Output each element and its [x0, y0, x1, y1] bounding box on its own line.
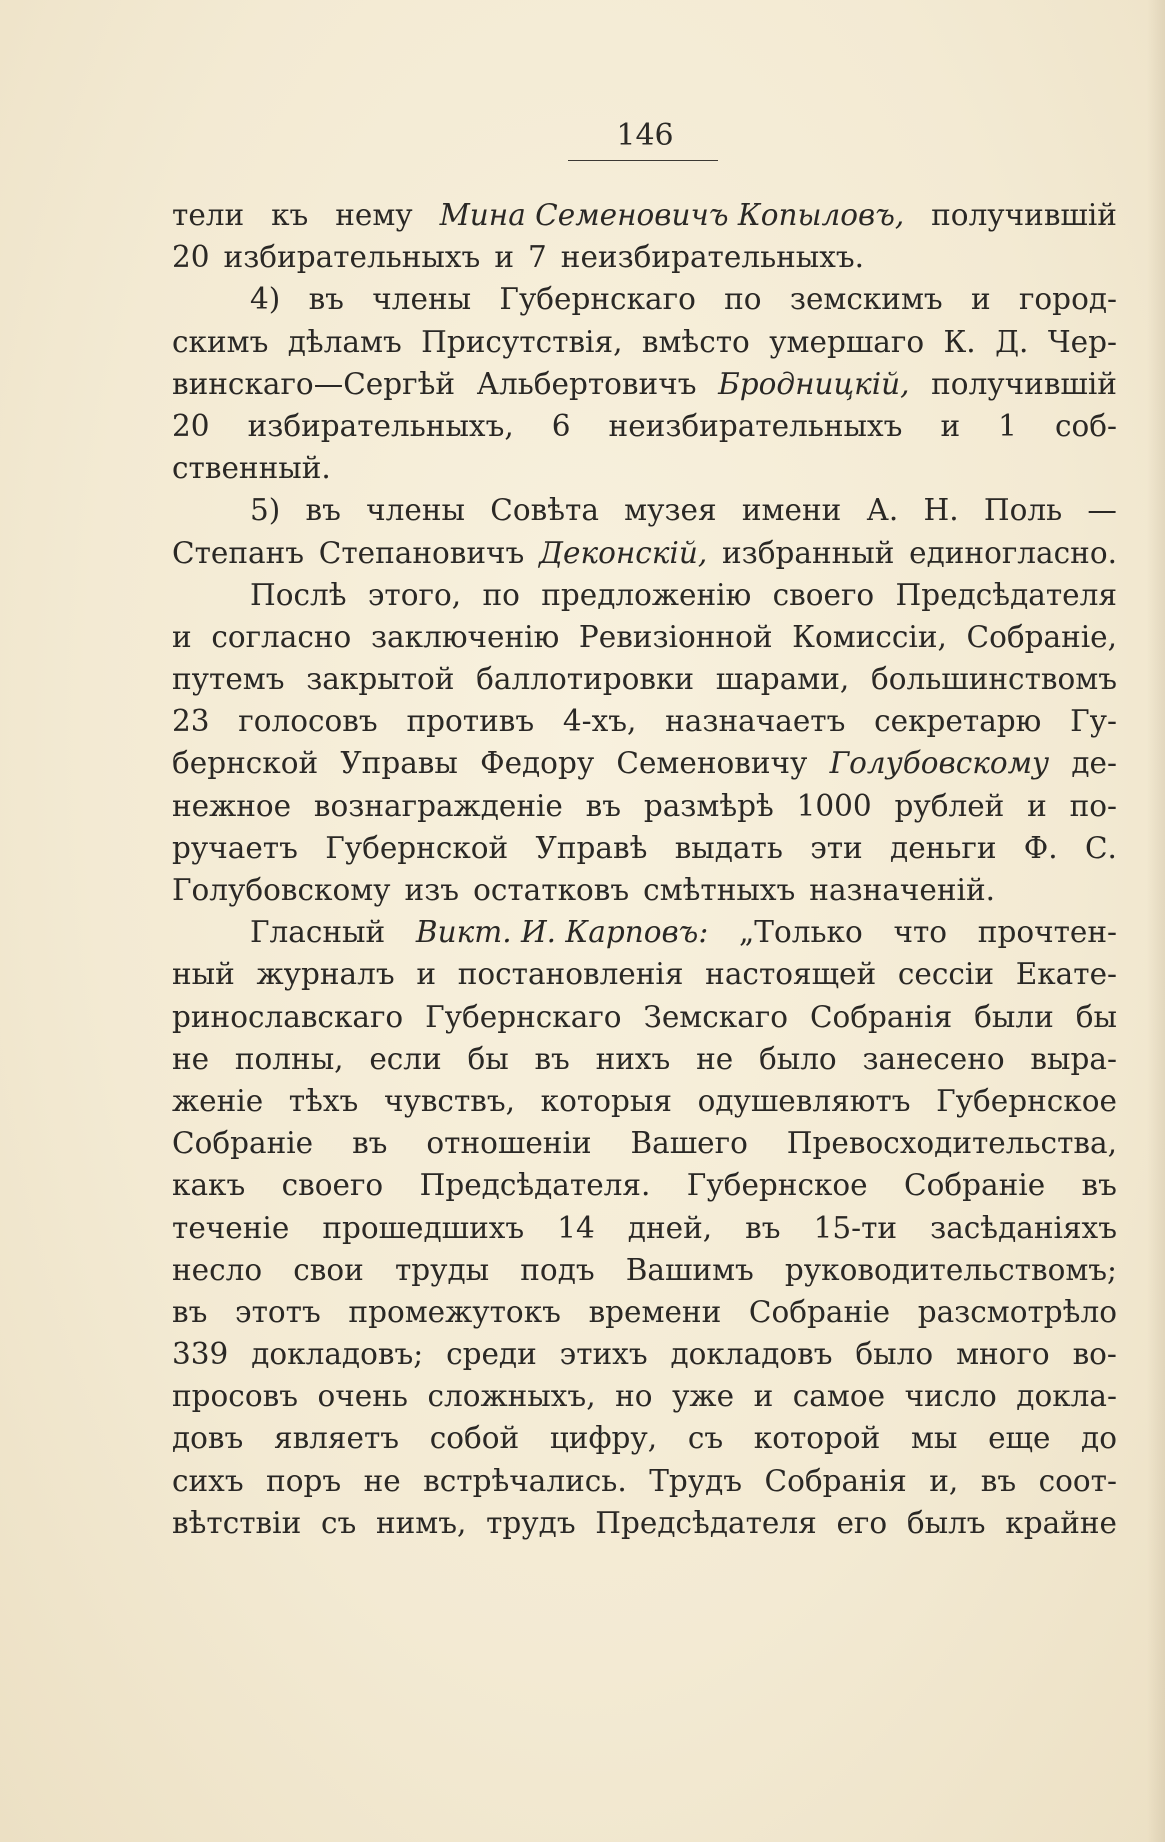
- word: собой: [429, 1421, 520, 1456]
- word: свои: [293, 1252, 364, 1287]
- word: избирательныхъ,: [247, 408, 514, 443]
- word: имени: [741, 493, 842, 528]
- word: назначеній.: [809, 873, 995, 907]
- word: еще: [988, 1421, 1051, 1456]
- text-line: [172, 236, 1117, 278]
- word: винскаго—Сергѣй: [172, 366, 456, 401]
- word: выра-: [1030, 1041, 1117, 1076]
- word: и: [172, 619, 192, 654]
- word: противъ: [406, 704, 535, 739]
- word: баллотировки: [476, 662, 695, 697]
- word: и: [1027, 788, 1047, 823]
- word: довъ: [172, 1421, 244, 1456]
- italic-name: Бродницкій,: [718, 366, 910, 401]
- text-line: [172, 1038, 1117, 1080]
- text-line: [172, 1080, 1117, 1122]
- word: встрѣчались.: [423, 1463, 627, 1498]
- word: 20: [172, 240, 210, 275]
- word: Голубовскому: [172, 873, 391, 907]
- word: эти: [810, 830, 863, 865]
- text-line: [172, 1164, 1117, 1206]
- word: не: [363, 1463, 401, 1498]
- word: „Только: [739, 915, 863, 950]
- word: и: [753, 1379, 774, 1414]
- word: Собраніе,: [966, 619, 1117, 654]
- word: цифру,: [549, 1421, 658, 1456]
- italic-name: Мина Семеновичъ Копыловъ,: [439, 198, 905, 232]
- text-line: [172, 321, 1117, 363]
- word: Вашимъ: [625, 1252, 754, 1287]
- word: своего: [281, 1168, 384, 1203]
- word: Губернское: [936, 1083, 1117, 1118]
- body-text: [172, 194, 1117, 1544]
- word: въ: [585, 788, 622, 823]
- text-line: [172, 785, 1117, 827]
- word: рублей: [894, 788, 1005, 823]
- text-line: [172, 869, 1117, 911]
- word: нихъ: [595, 1041, 671, 1076]
- word: С.: [1084, 830, 1117, 865]
- word: смѣтныхъ: [643, 873, 796, 907]
- word: съ: [687, 1421, 724, 1456]
- word: 5): [250, 493, 281, 528]
- word: являетъ: [273, 1421, 400, 1456]
- word: Предсѣдателя: [595, 1505, 817, 1540]
- word: отношеніи: [426, 1126, 592, 1161]
- word: въ: [745, 1210, 781, 1245]
- word: одушевляютъ: [697, 1083, 911, 1118]
- word: ственный.: [172, 451, 331, 486]
- word: вмѣсто: [641, 324, 750, 359]
- word: мы: [910, 1421, 958, 1456]
- text-line: [172, 574, 1117, 616]
- word: Собраніе: [748, 1294, 891, 1329]
- word: вѣтствіи: [172, 1505, 302, 1540]
- word: и: [494, 240, 514, 275]
- word: среди: [446, 1337, 537, 1372]
- word: этотъ: [235, 1294, 321, 1329]
- word: времени: [588, 1294, 722, 1329]
- word: бы: [467, 1041, 509, 1076]
- word: въ: [352, 1126, 388, 1161]
- word: промежутокъ: [348, 1294, 561, 1329]
- word: этого,: [367, 577, 462, 612]
- word: получившій: [931, 366, 1117, 401]
- text-line: [172, 405, 1117, 447]
- word: получившій: [931, 198, 1117, 232]
- word: но: [615, 1379, 653, 1414]
- word: вознагражденіе: [313, 788, 563, 823]
- word: Гласный: [250, 915, 386, 950]
- page-number-rule: [568, 160, 718, 161]
- word: сложныхъ,: [427, 1379, 596, 1414]
- word: въ: [1081, 1168, 1117, 1203]
- word: было: [855, 1337, 934, 1372]
- text-line: [172, 1122, 1117, 1164]
- word: ринославскаго: [172, 999, 404, 1034]
- word: Степановичъ: [318, 535, 525, 570]
- word: Семеновичу: [616, 746, 808, 781]
- word: подъ: [520, 1252, 595, 1287]
- word: город-: [1018, 282, 1117, 317]
- word: и: [416, 957, 436, 992]
- word: бы: [1075, 999, 1117, 1034]
- word: если: [369, 1041, 442, 1076]
- word: прошедшихъ: [322, 1210, 525, 1245]
- word: Вашего: [630, 1126, 748, 1161]
- word: тѣхъ: [288, 1083, 359, 1118]
- word: съ: [320, 1505, 357, 1540]
- word: разсмотрѣло: [917, 1294, 1117, 1329]
- word: Собранія: [809, 999, 953, 1034]
- text-line: [172, 700, 1117, 742]
- word: постановленія: [457, 957, 684, 992]
- word: сихъ: [172, 1463, 244, 1498]
- word: и: [971, 282, 991, 317]
- word: много: [956, 1337, 1050, 1372]
- word: избирательныхъ: [223, 240, 481, 275]
- page-edge-shadow: [1147, 0, 1165, 1842]
- word: 1000: [796, 788, 872, 823]
- word: остатковъ: [473, 873, 630, 907]
- word: Управы: [340, 746, 458, 781]
- text-line: [172, 489, 1117, 531]
- word: Трудъ: [649, 1463, 743, 1498]
- word: прочтен-: [977, 915, 1117, 950]
- word: соб-: [1054, 408, 1117, 443]
- word: члены: [366, 493, 466, 528]
- word: просовъ: [172, 1379, 298, 1414]
- word: закрытой: [306, 662, 455, 697]
- word: Н.: [923, 493, 959, 528]
- word: 4): [250, 282, 281, 317]
- word: скимъ: [172, 324, 269, 359]
- word: тели: [172, 198, 245, 232]
- word: предложенію: [541, 577, 752, 612]
- word: по: [724, 282, 762, 317]
- word: Управѣ: [535, 830, 648, 865]
- text-line: [172, 996, 1117, 1038]
- text-line: [172, 1291, 1117, 1333]
- word: неизбирательныхъ.: [560, 240, 865, 275]
- word: докла-: [1016, 1379, 1117, 1414]
- word: Степанъ: [172, 535, 305, 570]
- word: что: [893, 915, 948, 950]
- word: соот-: [1038, 1463, 1117, 1498]
- word: полны,: [234, 1041, 344, 1076]
- text-line: [172, 1249, 1117, 1291]
- word: Собраніе: [172, 1126, 314, 1161]
- word: былъ: [906, 1505, 986, 1540]
- word: большинствомъ: [870, 662, 1117, 697]
- word: Предсѣдателя.: [419, 1168, 651, 1203]
- word: Превосходительства,: [786, 1126, 1117, 1161]
- word: Ф.: [1023, 830, 1058, 865]
- word: путемъ: [172, 662, 285, 697]
- word: 339: [172, 1337, 229, 1372]
- word: засѣданіяхъ: [930, 1210, 1117, 1245]
- word: нимъ,: [375, 1505, 467, 1540]
- word: этихъ: [559, 1337, 648, 1372]
- word: въ: [172, 1294, 208, 1329]
- word: Чер-: [1047, 324, 1117, 359]
- word: въ: [308, 282, 344, 317]
- word: избранный: [721, 535, 895, 570]
- word: Земскаго: [643, 999, 789, 1034]
- word: согласно: [211, 619, 352, 654]
- word: число: [904, 1379, 997, 1414]
- word: голосовъ: [238, 704, 378, 739]
- word: Гу-: [1070, 704, 1117, 739]
- word: уже: [672, 1379, 735, 1414]
- word: въ: [534, 1041, 570, 1076]
- text-line: [172, 616, 1117, 658]
- word: 15-ти: [813, 1210, 898, 1245]
- word: Собранія: [764, 1463, 907, 1498]
- text-line: [172, 1502, 1117, 1544]
- word: бернской: [172, 746, 319, 781]
- word: К.: [943, 324, 976, 359]
- word: Федору: [480, 746, 595, 781]
- word: 7: [528, 240, 547, 275]
- word: Губернскаго: [499, 282, 696, 317]
- word: по: [482, 577, 520, 612]
- text-line: [172, 1375, 1117, 1417]
- word: поръ: [266, 1463, 342, 1498]
- word: которой: [753, 1421, 881, 1456]
- word: по-: [1069, 788, 1117, 823]
- text-line: [172, 1460, 1117, 1502]
- word: 1: [998, 408, 1017, 443]
- word: журналъ: [256, 957, 395, 992]
- text-line: [172, 278, 1117, 320]
- word: 4-хъ,: [562, 704, 637, 739]
- word: выдать: [674, 830, 783, 865]
- italic-name: Деконскій,: [539, 535, 708, 570]
- word: заключенію: [370, 619, 560, 654]
- word: секретарю: [874, 704, 1042, 739]
- word: 14: [557, 1210, 595, 1245]
- word: во-: [1072, 1337, 1117, 1372]
- word: были: [974, 999, 1054, 1034]
- word: какъ: [172, 1168, 246, 1203]
- word: труды: [394, 1252, 490, 1287]
- word: очень: [317, 1379, 408, 1414]
- word: было: [758, 1041, 837, 1076]
- word: чувствъ,: [383, 1083, 516, 1118]
- word: до: [1081, 1421, 1117, 1456]
- word: Предсѣдателя: [895, 577, 1117, 612]
- word: дней,: [627, 1210, 713, 1245]
- text-line: [172, 742, 1117, 784]
- word: трудъ: [486, 1505, 576, 1540]
- word: которыя: [540, 1083, 672, 1118]
- text-line: [172, 1417, 1117, 1459]
- word: въ: [980, 1463, 1017, 1498]
- text-line: [172, 447, 1117, 489]
- word: назначаетъ: [665, 704, 846, 739]
- word: размѣрѣ: [643, 788, 774, 823]
- word: А.: [866, 493, 899, 528]
- word: не: [172, 1041, 210, 1076]
- word: ручаетъ: [172, 830, 298, 865]
- word: въ: [305, 493, 341, 528]
- word: Губернское: [686, 1168, 868, 1203]
- page-number: 146: [616, 118, 674, 153]
- word: 23: [172, 704, 210, 739]
- text-line: [172, 532, 1117, 574]
- word: руководительствомъ;: [784, 1252, 1117, 1287]
- word: Альбертовичъ: [476, 366, 697, 401]
- word: ный: [172, 957, 235, 992]
- text-line: [172, 363, 1117, 405]
- word: своего: [772, 577, 875, 612]
- word: женіе: [172, 1083, 264, 1118]
- word: сессіи: [897, 957, 994, 992]
- word: деньги: [890, 830, 997, 865]
- word: крайне: [1005, 1505, 1117, 1540]
- word: нему: [335, 198, 413, 232]
- word: къ: [271, 198, 309, 232]
- word: Губернскаго: [425, 999, 622, 1034]
- word: 6: [551, 408, 571, 443]
- word: его: [836, 1505, 888, 1540]
- word: 20: [172, 408, 210, 443]
- word: Губернской: [325, 830, 509, 865]
- word: неизбирательныхъ: [608, 408, 903, 443]
- word: де-: [1071, 746, 1117, 781]
- text-line: [172, 827, 1117, 869]
- word: дѣламъ: [287, 324, 402, 359]
- word: Д.: [995, 324, 1029, 359]
- text-line: [172, 911, 1117, 953]
- text-line: [172, 1207, 1117, 1249]
- word: Комиссіи,: [792, 619, 947, 654]
- word: изъ: [404, 873, 460, 907]
- word: Ревизіонной: [578, 619, 773, 654]
- word: Послѣ: [250, 577, 347, 612]
- word: Присутствія,: [421, 324, 623, 359]
- text-line: [172, 194, 1117, 236]
- word: земскимъ: [789, 282, 943, 317]
- word: и: [940, 408, 961, 443]
- word: нежное: [172, 788, 292, 823]
- word: докладовъ;: [251, 1337, 424, 1372]
- word: несло: [172, 1252, 263, 1287]
- word: Екате-: [1015, 957, 1117, 992]
- word: теченіе: [172, 1210, 290, 1245]
- word: занесено: [862, 1041, 1005, 1076]
- word: Поль: [983, 493, 1063, 528]
- word: докладовъ: [670, 1337, 833, 1372]
- word: Совѣта: [490, 493, 599, 528]
- word: члены: [372, 282, 472, 317]
- word: самое: [792, 1379, 886, 1414]
- word: музея: [624, 493, 717, 528]
- word: не: [696, 1041, 734, 1076]
- italic-name: Викт. И. Карповъ:: [415, 915, 709, 950]
- word: умершаго: [769, 324, 925, 359]
- word: и,: [929, 1463, 959, 1498]
- word: —: [1087, 493, 1117, 528]
- word: шарами,: [715, 662, 850, 697]
- text-line: [172, 953, 1117, 995]
- italic-name: Голубовскому: [829, 746, 1050, 781]
- text-line: [172, 658, 1117, 700]
- text-line: [172, 1333, 1117, 1375]
- word: единогласно.: [909, 535, 1117, 570]
- word: настоящей: [705, 957, 877, 992]
- word: Собраніе: [904, 1168, 1046, 1203]
